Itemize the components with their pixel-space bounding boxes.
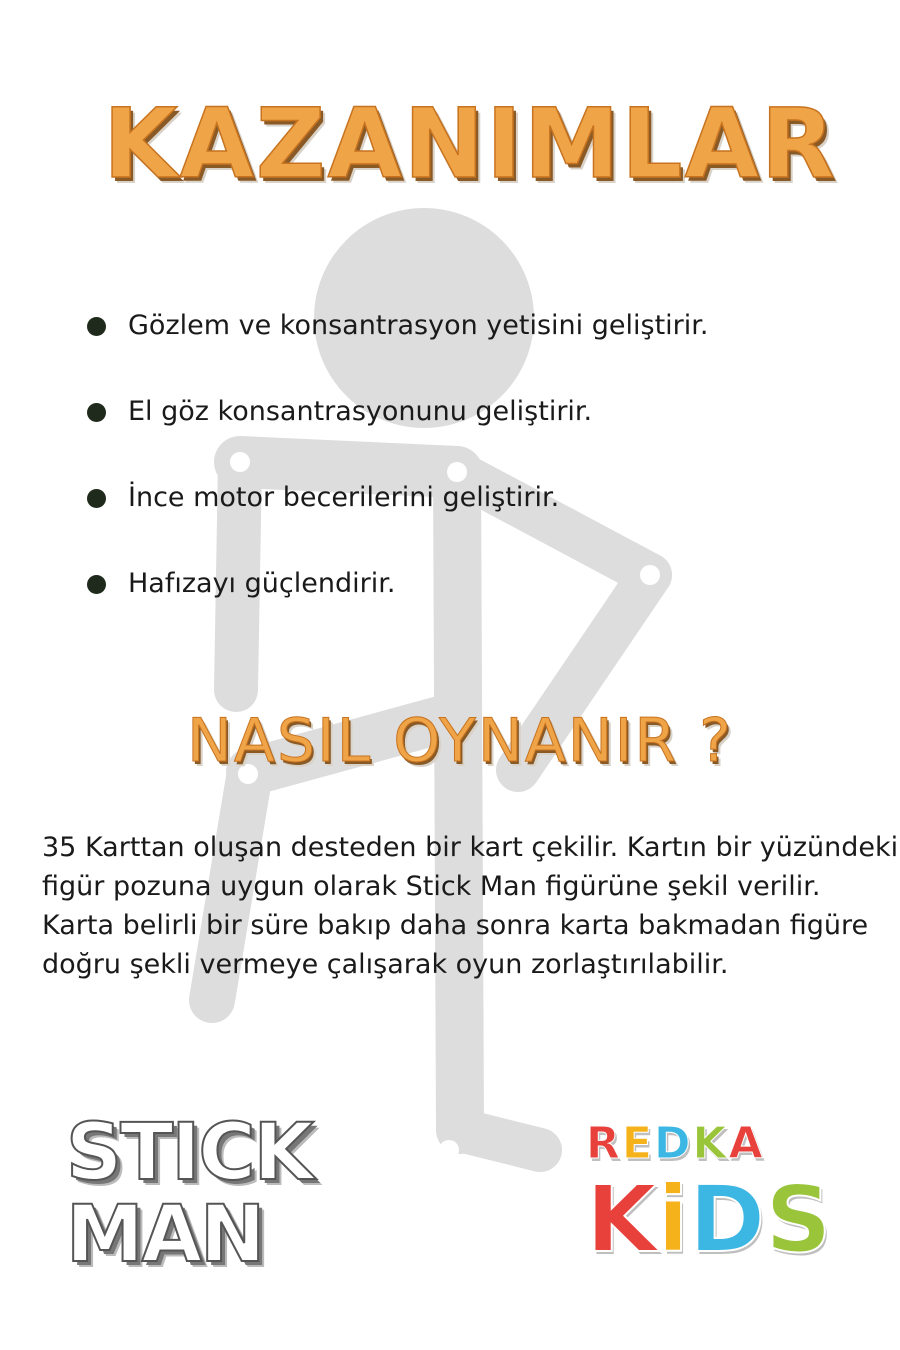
logo-letter: K [692, 1118, 729, 1169]
list-item [84, 558, 708, 644]
benefit-text: Gözlem ve konsantrasyon yetisini geliştirir. [128, 310, 709, 341]
how-to-play-heading: NASIL OYNANIR ? [187, 706, 733, 776]
brand-logo-bottom [586, 1166, 866, 1273]
page-title: KAZANIMLAR [103, 88, 837, 200]
brand-logo-top [586, 1120, 866, 1168]
stickman-logo-line: STICK [66, 1108, 313, 1198]
benefit-text: Hafızayı güçlendirir. [128, 568, 396, 599]
logo-letter: D [653, 1118, 693, 1169]
logo-letter: K [586, 1166, 658, 1273]
list-item [84, 472, 708, 558]
logo-letter: A [728, 1118, 765, 1169]
paragraph-line: Karta belirli bir süre bakıp daha sonra karta bakmadan figüre [42, 910, 869, 941]
bullet-icon [87, 317, 106, 336]
list-item [84, 386, 708, 472]
logo-letter: E [621, 1118, 654, 1169]
redka-kids-logo [586, 1118, 866, 1273]
stickman-logo-line: MAN [66, 1190, 264, 1280]
paragraph-line: 35 Karttan oluşan desteden bir kart çekilir. Kartın bir yüzündeki [42, 832, 899, 863]
benefit-text: El göz konsantrasyonunu geliştirir. [128, 396, 593, 427]
logo-letter: D [688, 1166, 766, 1273]
how-to-play-text [42, 828, 899, 984]
benefits-list [84, 300, 708, 644]
logo-letter: S [765, 1166, 832, 1273]
bullet-icon [87, 403, 106, 422]
paragraph-line: figür pozuna uygun olarak Stick Man figürüne şekil verilir. [42, 871, 821, 902]
stickman-logo [66, 1108, 326, 1280]
paragraph-line: doğru şekli vermeye çalışarak oyun zorlaştırılabilir. [42, 949, 729, 980]
benefit-text: İnce motor becerilerini geliştirir. [128, 482, 560, 513]
bullet-icon [87, 489, 106, 508]
logo-letter: R [586, 1118, 622, 1169]
logo-letter: i [657, 1166, 689, 1273]
list-item [84, 300, 708, 386]
bullet-icon [87, 575, 106, 594]
